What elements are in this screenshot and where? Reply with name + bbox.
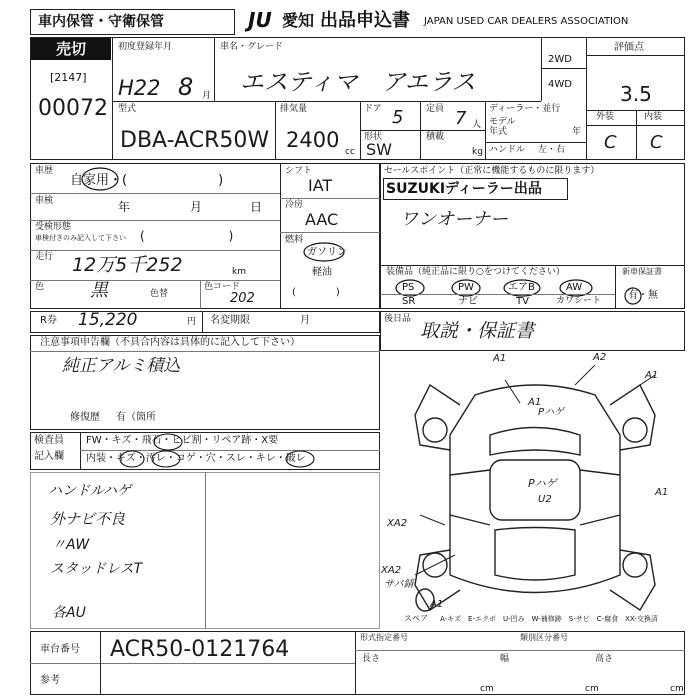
inspector-note-3: 〃AW xyxy=(52,537,90,553)
chassis-label: 車台番号 xyxy=(40,644,80,655)
name-change-unit: 月 xyxy=(300,315,310,326)
dealer-label: ディーラー・並行 xyxy=(489,104,561,114)
year-label: 年式 xyxy=(489,127,508,137)
damage-legend: A-キズ E-エクボ U-凹み W-補修跡 S-サビ C-腐食 XX-交換済 xyxy=(440,615,658,623)
equip-ps: PS xyxy=(402,282,415,293)
ju-logo: JU xyxy=(248,8,272,32)
damage-a1-bottom: A1 xyxy=(430,599,444,610)
fuel-circle-mark xyxy=(303,242,345,262)
rating-label: 評価点 xyxy=(614,42,644,53)
first-reg-month: 8 xyxy=(178,73,194,101)
ref-length-unit: cm xyxy=(480,684,494,694)
selling-points-label: セールスポイント（正常に機能するものに限ります） xyxy=(384,166,600,176)
load-label: 積載 xyxy=(426,132,445,142)
inspector-note-5: 各AU xyxy=(52,605,86,621)
ext-value: C xyxy=(604,132,617,153)
cooling-value: AAC xyxy=(305,210,339,229)
warranty-options: 有・無 xyxy=(628,290,658,301)
equip-aw: AW xyxy=(566,282,583,293)
shift-label: シフト xyxy=(285,166,313,176)
recycle-label: R券 xyxy=(40,315,57,326)
ref-label: 参考 xyxy=(40,675,60,686)
shape-value: SW xyxy=(366,140,392,159)
handle-options: 左・右 xyxy=(538,145,566,155)
doors-value: 5 xyxy=(392,107,404,128)
damage-a2-front-right: A2 xyxy=(593,352,607,363)
damage-a1-hood: A1 xyxy=(528,397,542,408)
selling-banner-text: SUZUKIディーラー出品 xyxy=(386,181,542,197)
handle-label: ハンドル xyxy=(489,145,526,155)
damage-a1-rear-right: A1 xyxy=(655,487,669,498)
ref-height-unit: cm xyxy=(670,684,684,694)
org-name: 愛知 xyxy=(282,11,315,30)
inspection-month: 月 xyxy=(190,200,203,214)
shape-label: 形状 xyxy=(364,132,383,142)
year-unit: 年 xyxy=(572,127,582,137)
color-value: 黒 xyxy=(90,280,108,301)
spare-label: スペア xyxy=(404,614,428,623)
ref-width-unit: cm xyxy=(585,684,599,694)
equip-tv: TV xyxy=(516,296,529,307)
car-name-label: 車名・グレード xyxy=(220,42,284,52)
cooling-label: 冷房 xyxy=(285,200,304,210)
warranty-label: 新車保証書 xyxy=(622,267,662,276)
equip-seat: カワシート xyxy=(556,296,602,306)
fuel-diesel: 軽油 xyxy=(312,267,332,278)
inspector-row-2: 内装・キズ・汚レ・コゲ・穴・スレ・キレ・破レ xyxy=(86,453,306,464)
hood-note: Pハゲ xyxy=(538,407,565,418)
doors-label: ドア xyxy=(364,104,382,114)
ref-height-label: 高さ xyxy=(595,654,614,664)
roof-note: Pハゲ xyxy=(528,477,557,490)
recycle-value: 15,220 xyxy=(78,310,138,330)
first-reg-unit: 月 xyxy=(202,91,212,101)
notes-value: 純正アルミ積込 xyxy=(62,356,181,376)
history-value: 自家用・( ) xyxy=(70,173,224,188)
history-circle-mark xyxy=(80,166,120,192)
equipment-circle-marks xyxy=(380,279,620,299)
warranty-circle-mark xyxy=(624,287,642,305)
repair-value: 有（箇所 xyxy=(116,412,156,423)
ref-model-label: 形式指定番号 xyxy=(360,633,408,642)
lot-code: [2147] xyxy=(50,71,87,84)
color-change-label: 色替 xyxy=(150,289,169,299)
rating-value: 3.5 xyxy=(620,82,652,106)
postscript-label: 後日品 xyxy=(384,314,412,324)
ref-class-label: 類別区分番号 xyxy=(520,633,568,642)
damage-u2-roof: U2 xyxy=(538,494,552,505)
inspection-day: 日 xyxy=(250,200,263,214)
inspector-note-1: ハンドルハゲ xyxy=(48,483,132,499)
selling-note: ワンオーナー xyxy=(400,209,508,230)
receipt-note: 車検付きのみ記入して下さい xyxy=(35,234,126,242)
equip-pw: PW xyxy=(458,282,474,293)
mileage-value: 12万5千252 xyxy=(72,254,183,276)
rust-note: サバ錆 xyxy=(384,579,414,590)
notes-label: 注意事項申告欄（不具合内容は具体的に記入して下さい） xyxy=(40,337,300,348)
color-code-label: 色コード xyxy=(204,282,241,292)
mileage-label: 走行 xyxy=(35,252,54,262)
chassis-value: ACR50-0121764 xyxy=(110,637,290,662)
inspector-circle-marks xyxy=(80,432,380,470)
repair-label: 修復歴 xyxy=(70,412,100,423)
fuel-paren: ( ) xyxy=(292,287,340,298)
damage-a1-front: A1 xyxy=(493,353,507,364)
association-name: JAPAN USED CAR DEALERS ASSOCIATION xyxy=(424,16,629,27)
int-label: 内装 xyxy=(644,112,663,122)
drive-4wd: 4WD xyxy=(548,79,572,90)
model-year-label: モデル xyxy=(489,117,516,127)
sold-label: 売切 xyxy=(31,38,111,60)
drive-2wd: 2WD xyxy=(548,54,572,65)
equipment-label: 装備品（純正品に限り○をつけてください） xyxy=(386,267,565,277)
name-change-label: 名変期限 xyxy=(210,315,250,326)
inspection-year: 年 xyxy=(118,200,131,214)
lot-number: 00072 xyxy=(38,96,108,121)
equip-sr: SR xyxy=(402,296,416,307)
equip-airbag: エアB xyxy=(508,282,535,293)
capacity-unit: 人 xyxy=(472,120,482,130)
storage-label: 車内保管・守衛保管 xyxy=(38,14,164,30)
first-reg-label: 初度登録年月 xyxy=(118,42,173,52)
shift-value: IAT xyxy=(308,176,333,195)
ext-label: 外装 xyxy=(596,112,615,122)
displacement-label: 排気量 xyxy=(280,104,308,114)
inspector-label-1: 検査員 xyxy=(34,435,64,446)
capacity-value: 7 xyxy=(455,108,467,129)
inspector-note-2: 外ナビ不良 xyxy=(50,510,126,528)
car-name-value: エスティマ アエラス xyxy=(240,68,476,96)
displacement-unit: cc xyxy=(345,147,355,157)
form-title: 出品申込書 xyxy=(320,10,410,31)
fuel-gasoline: ガソリン xyxy=(307,247,347,258)
mileage-unit: km xyxy=(232,267,246,277)
inspector-label-2: 記入欄 xyxy=(34,451,64,462)
receipt-paren: ( ) xyxy=(140,229,234,243)
history-label: 車歴 xyxy=(35,166,54,176)
load-unit: kg xyxy=(472,147,483,157)
displacement-value: 2400 xyxy=(286,128,340,152)
equip-navi: ナビ xyxy=(458,296,478,307)
model-value: DBA-ACR50W xyxy=(120,128,270,153)
postscript-value: 取説・保証書 xyxy=(420,320,535,342)
int-value: C xyxy=(650,132,663,153)
fuel-label: 燃料 xyxy=(285,235,304,245)
first-reg-era: H22 xyxy=(118,76,161,100)
ref-width-label: 幅 xyxy=(500,654,510,664)
damage-xa2-left: XA2 xyxy=(387,518,408,529)
ref-length-label: 長さ xyxy=(362,654,381,664)
damage-a1-right: A1 xyxy=(645,370,659,381)
receipt-label: 受検形態 xyxy=(35,222,72,232)
color-code-value: 202 xyxy=(230,291,255,306)
inspector-note-4: スタッドレスT xyxy=(50,561,143,577)
inspector-row-1: FW・キズ・飛石・ヒビ割・リペア跡・X要 xyxy=(86,435,279,446)
inspection-label: 車検 xyxy=(35,196,54,206)
capacity-label: 定員 xyxy=(426,104,445,114)
recycle-unit: 円 xyxy=(187,317,197,327)
model-label: 型式 xyxy=(118,104,137,114)
color-label: 色 xyxy=(35,282,45,292)
car-diagram xyxy=(405,375,665,615)
damage-xa2-rear-left: XA2 xyxy=(381,565,402,576)
